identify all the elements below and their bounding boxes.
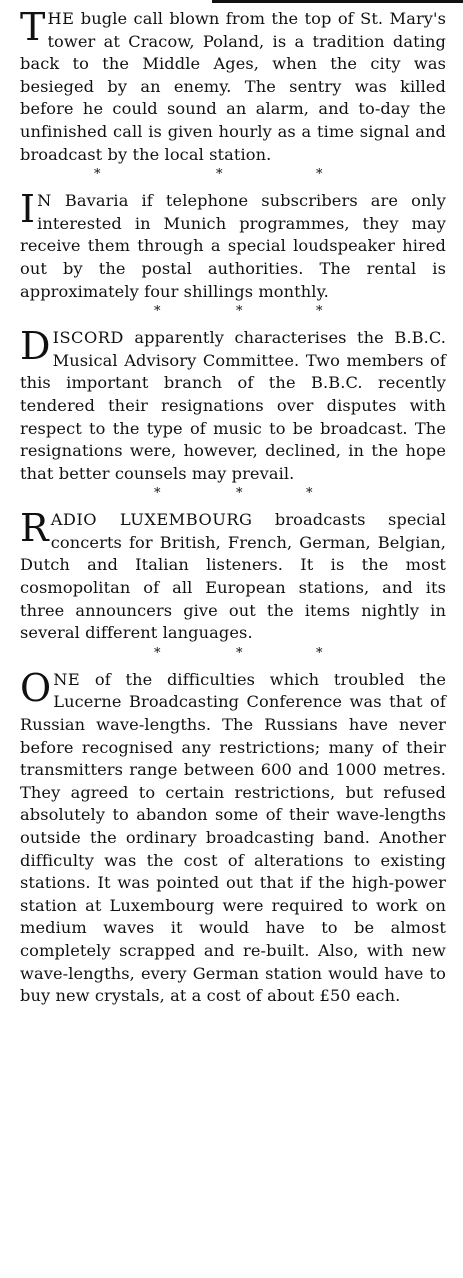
- separator: [20, 304, 446, 321]
- article-body: broadcasts special concerts for British, French, German, Belgian, Dutch and Italian listeners. It is the most cosmopolitan of all European stations, and its three announcers give out the items nightly in several different languages.: [20, 510, 446, 643]
- article-text: [20, 187, 446, 303]
- separator-star: *: [316, 304, 323, 320]
- separator: [20, 167, 446, 184]
- article-bavaria-telephone: [20, 187, 446, 303]
- lead-word: ADIO LUXEMBOURG: [50, 510, 253, 530]
- separator-star: *: [316, 167, 323, 183]
- lead-word: N: [37, 191, 52, 211]
- article-text: [20, 665, 446, 1008]
- lead-word: HE: [47, 9, 75, 28]
- separator-star: *: [154, 645, 161, 661]
- separator-star: *: [216, 167, 223, 183]
- separator-star: *: [94, 167, 101, 183]
- article-radio-luxembourg: [20, 506, 446, 645]
- drop-cap: O: [20, 665, 52, 710]
- article-body: apparently characterises the B.B.C. Musical Advisory Committee. Two members of this important branch of the B.B.C. recently tendered their resignations over disputes with respect to the type of music to be broadcast. The resignations were, however, declined, in the hope that better counsels may prevail.: [20, 328, 446, 483]
- separator-star: *: [236, 304, 243, 320]
- separator-star: *: [236, 645, 243, 661]
- lead-word: ISCORD: [52, 328, 124, 348]
- drop-cap: R: [20, 506, 49, 551]
- separator-star: *: [306, 486, 313, 502]
- article-body: Bavaria if telephone subscribers are only interested in Munich programmes, they may receive them through a special loudspeaker hired out by the postal authorities. The rental is approximately four shillings monthly.: [20, 191, 446, 301]
- article-text: [20, 324, 446, 485]
- news-column: [20, 5, 446, 1008]
- separator: [20, 486, 446, 503]
- separator-star: *: [154, 304, 161, 320]
- article-body: bugle call blown from the top of St. Mary's tower at Cracow, Poland, is a tradition dating back to the Middle Ages, when the city was besieged by an enemy. The sentry was killed before he could sound an alarm, and to-day the unfinished call is given hourly as a time signal and broadcast by the local station.: [20, 9, 446, 164]
- article-text: [20, 5, 446, 166]
- article-lucerne-conference: [20, 665, 446, 1008]
- article-body: of the difficulties which troubled the Lucerne Broadcasting Conference was that of Russian wave-lengths. The Russians have never before recognised any restrictions; many of their transmitters range between 600 and 1000 metres. They agreed to certain restrictions, but refused absolutely to abandon some of their wave-lengths outside the ordinary broadcasting band. Another difficulty was the cost of alterations to existing stations. It was pointed out that if the high-power station at Luxembourg were required to work on medium waves it would have to be almost completely scrapped and re-built. Also, with new wave-lengths, every German station would have to buy new crystals, at a cost of about £50 each.: [20, 669, 446, 1006]
- separator-star: *: [154, 486, 161, 502]
- article-bbc-discord: [20, 324, 446, 485]
- separator-star: *: [316, 645, 323, 661]
- drop-cap: D: [20, 324, 51, 369]
- article-cracow-bugle: [20, 5, 446, 166]
- separator-star: *: [236, 486, 243, 502]
- drop-cap: T: [20, 5, 46, 49]
- drop-cap: I: [20, 187, 36, 232]
- separator: [20, 645, 446, 663]
- article-text: [20, 506, 446, 645]
- lead-word: NE: [53, 669, 81, 689]
- top-rule: [212, 0, 463, 3]
